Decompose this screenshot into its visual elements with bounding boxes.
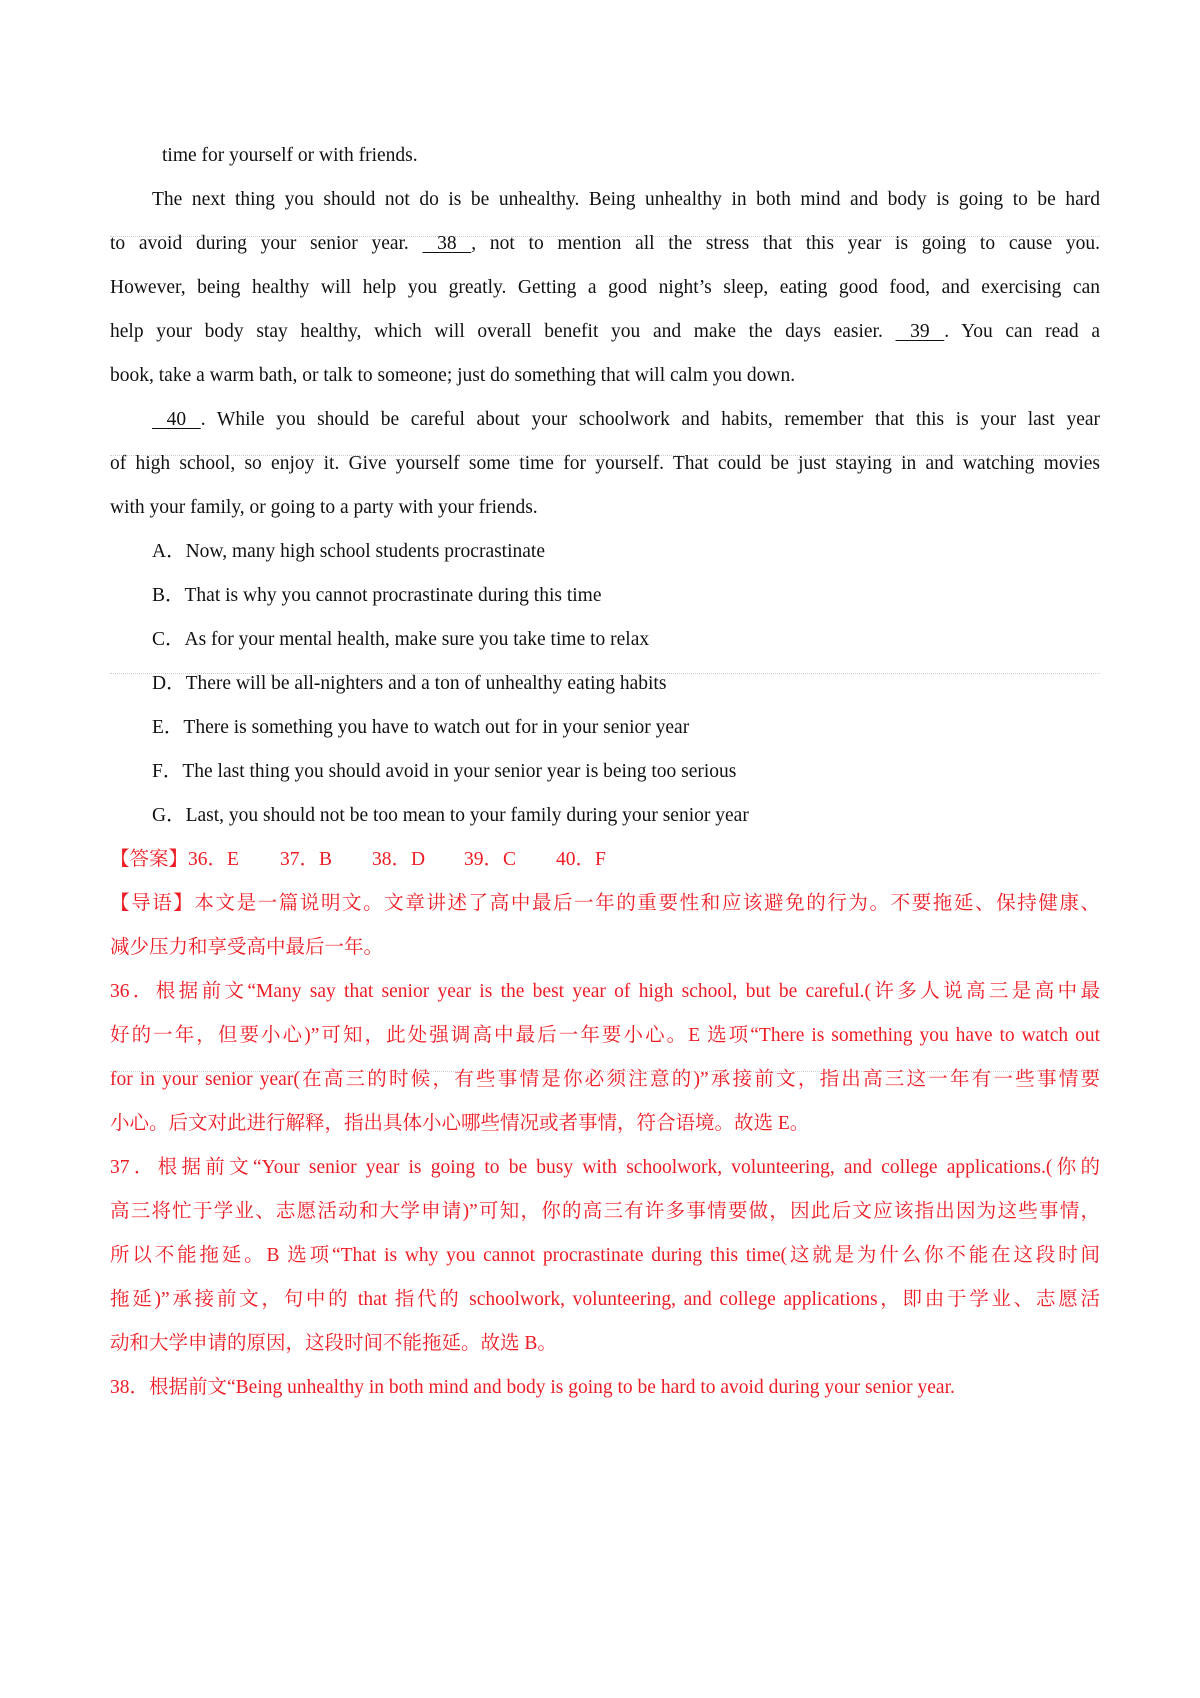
explanation-37-line: 37．根据前文“Your senior year is going to be busy with schoolwork, volunteering, and college applications.(你的	[110, 1157, 1100, 1178]
passage-line: with your family, or going to a party with your friends.	[110, 497, 538, 518]
answer-38: 38．D	[372, 849, 426, 870]
passage-text: . While you should be careful about your schoolwork and habits, remember that this is your last year	[200, 409, 1100, 430]
explanation-36-line: for in your senior year(在高三的时候，有些事情是你必须注意的)”承接前文，指出高三这一年有一些事情要	[110, 1069, 1100, 1090]
passage-text: help your body stay healthy, which will overall benefit you and make the days easier.	[110, 321, 896, 342]
passage-line	[110, 230, 1100, 258]
option-b: B．That is why you cannot procrastinate during this time	[152, 585, 602, 606]
blank-39: 39	[895, 321, 945, 342]
option-e: E．There is something you have to watch out for in your senior year	[152, 717, 690, 738]
explanation-37-line: 拖延)”承接前文，句中的 that 指代的 schoolwork, volunteering, and college applications，即由于学业、志愿活	[110, 1289, 1100, 1310]
explanation-38-line: 38．根据前文“Being unhealthy in both mind and body is going to be hard to avoid during your senior year.	[110, 1377, 955, 1398]
answer-label: 【答案】	[110, 849, 189, 870]
blank-38: 38	[422, 233, 472, 254]
answer-40: 40．F	[556, 849, 606, 870]
passage-line: of high school, so enjoy it. Give yourself some time for yourself. That could be just staying in and watching movies	[110, 453, 1100, 474]
explanation-36-line: 好的一年，但要小心)”可知，此处强调高中最后一年要小心。E 选项“There is something you have to watch out	[110, 1025, 1100, 1046]
option-d: D．There will be all-nighters and a ton of unhealthy eating habits	[152, 673, 667, 694]
passage-line: time for yourself or with friends.	[162, 145, 418, 166]
answer-39: 39．C	[464, 849, 517, 870]
answer-37: 37．B	[280, 849, 333, 870]
explanation-37-line: 所以不能拖延。B 选项“That is why you cannot procrastinate during this time(这就是为什么你不能在这段时间	[110, 1245, 1100, 1266]
explanation-37-line: 动和大学申请的原因，这段时间不能拖延。故选 B。	[110, 1333, 557, 1354]
option-f: F．The last thing you should avoid in your senior year is being too serious	[152, 761, 737, 782]
answer-line	[110, 846, 1100, 874]
blank-40: 40	[152, 409, 201, 430]
option-a: A．Now, many high school students procrastinate	[152, 541, 545, 562]
explanation-36-line: 36．根据前文“Many say that senior year is the best year of high school, but be careful.(许多人说高三是高中最	[110, 981, 1100, 1002]
passage-line: The next thing you should not do is be unhealthy. Being unhealthy in both mind and body is going to be hard	[152, 189, 1100, 210]
passage-text: to avoid during your senior year.	[110, 233, 423, 254]
passage-line: book, take a warm bath, or talk to someone; just do something that will calm you down.	[110, 365, 796, 386]
passage-line	[152, 406, 1100, 434]
explanation-37-line: 高三将忙于学业、志愿活动和大学申请)”可知，你的高三有许多事情要做，因此后文应该指出因为这些事情，	[110, 1201, 1100, 1222]
explanation-36-line: 小心。后文对此进行解释，指出具体小心哪些情况或者事情，符合语境。故选 E。	[110, 1113, 810, 1134]
answer-36: 36．E	[188, 849, 239, 870]
guide-line: 【导语】本文是一篇说明文。文章讲述了高中最后一年的重要性和应该避免的行为。不要拖延、保持健康、	[110, 893, 1100, 914]
passage-text: , not to mention all the stress that this year is going to cause you.	[471, 233, 1100, 254]
passage-text: . You can read a	[944, 321, 1100, 342]
passage-line	[110, 318, 1100, 346]
guide-line: 减少压力和享受高中最后一年。	[110, 937, 384, 958]
option-g: G．Last, you should not be too mean to your family during your senior year	[152, 805, 749, 826]
passage-line: However, being healthy will help you greatly. Getting a good night’s sleep, eating good food, and exercising can	[110, 277, 1100, 298]
option-c: C．As for your mental health, make sure you take time to relax	[152, 629, 650, 650]
